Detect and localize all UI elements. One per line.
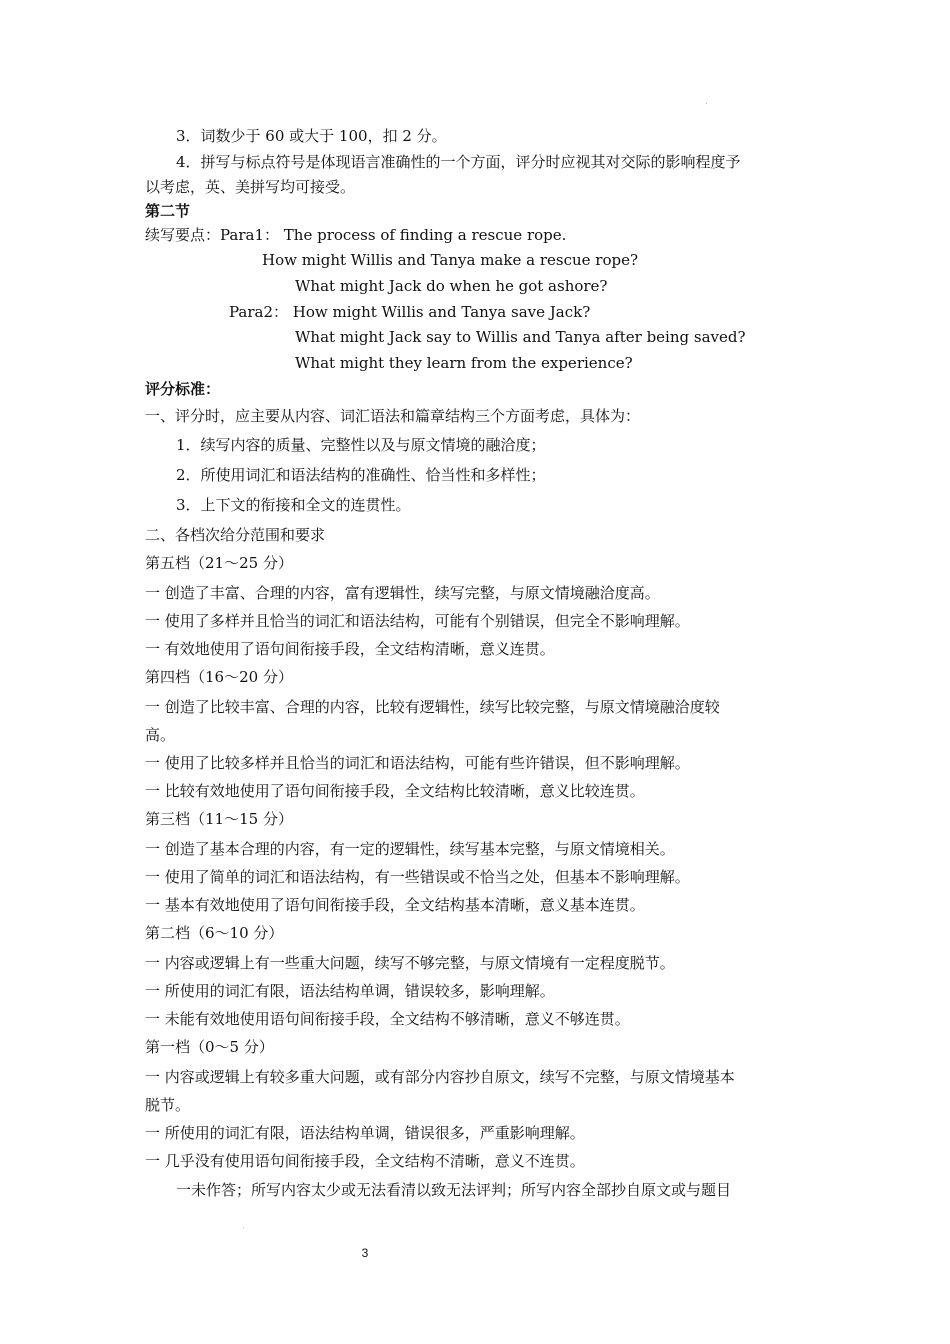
level-2-item-3: 一 未能有效地使用语句间衔接手段，全文结构不够清晰，意义不够连贯。 <box>145 1010 630 1028</box>
writing-question-2: What might Jack do when he got ashore? <box>295 277 608 295</box>
writing-question-4: What might they learn from the experience? <box>295 354 633 372</box>
level-3-item-3: 一 基本有效地使用了语句间衔接手段，全文结构基本清晰，意义基本连贯。 <box>145 896 645 914</box>
level-1-item-1-line2: 脱节。 <box>145 1096 191 1114</box>
level-4-item-1-line1: 一 创造了比较丰富、合理的内容，比较有逻辑性，续写比较完整，与原文情境融洽度较 <box>145 698 720 716</box>
levels-heading: 二、各档次给分范围和要求 <box>145 526 326 544</box>
writing-points-para2: Para2： How might Willis and Tanya save Jack? <box>229 303 591 321</box>
level-4-heading: 第四档（16～20 分） <box>145 668 293 686</box>
rule-4-line2: 以考虑，英、美拼写均可接受。 <box>145 178 356 196</box>
criteria-item-3: 3．上下文的衔接和全文的连贯性。 <box>176 496 411 514</box>
level-1-item-2: 一 所使用的词汇有限，语法结构单调，错误很多，严重影响理解。 <box>145 1124 585 1142</box>
scan-speck <box>706 103 707 104</box>
criteria-item-1: 1．续写内容的质量、完整性以及与原文情境的融洽度； <box>176 436 546 454</box>
level-3-item-2: 一 使用了简单的词汇和语法结构，有一些错误或不恰当之处，但基本不影响理解。 <box>145 868 690 886</box>
level-4-item-3: 一 比较有效地使用了语句间衔接手段，全文结构比较清晰，意义比较连贯。 <box>145 782 645 800</box>
criteria-general: 一、评分时，应主要从内容、词汇语法和篇章结构三个方面考虑，具体为： <box>145 407 641 425</box>
level-4-item-2: 一 使用了比较多样并且恰当的词汇和语法结构，可能有些许错误，但不影响理解。 <box>145 754 690 772</box>
level-1-item-3: 一 几乎没有使用语句间衔接手段，全文结构不清晰，意义不连贯。 <box>145 1152 585 1170</box>
level-0-description: 一未作答；所写内容太少或无法看清以致无法评判；所写内容全部抄自原文或与题目 <box>176 1181 732 1199</box>
writing-points-para1: 续写要点：Para1： The process of finding a rescue rope. <box>145 226 567 244</box>
criteria-item-2: 2．所使用词汇和语法结构的准确性、恰当性和多样性； <box>176 466 546 484</box>
level-5-heading: 第五档（21～25 分） <box>145 554 293 572</box>
rule-4-line1: 4．拼写与标点符号是体现语言准确性的一个方面，评分时应视其对交际的影响程度予 <box>176 153 741 171</box>
level-1-heading: 第一档（0～5 分） <box>145 1038 274 1056</box>
scan-speck <box>243 1227 244 1228</box>
level-2-heading: 第二档（6～10 分） <box>145 924 284 942</box>
level-2-item-2: 一 所使用的词汇有限，语法结构单调，错误较多，影响理解。 <box>145 982 555 1000</box>
level-1-item-1-line1: 一 内容或逻辑上有较多重大问题，或有部分内容抄自原文，续写不完整，与原文情境基本 <box>145 1068 735 1086</box>
level-5-item-2: 一 使用了多样并且恰当的词汇和语法结构，可能有个别错误，但完全不影响理解。 <box>145 612 690 630</box>
level-3-heading: 第三档（11～15 分） <box>145 810 293 828</box>
level-3-item-1: 一 创造了基本合理的内容，有一定的逻辑性，续写基本完整，与原文情境相关。 <box>145 840 675 858</box>
writing-question-1: How might Willis and Tanya make a rescue rope? <box>262 251 638 269</box>
level-5-item-3: 一 有效地使用了语句间衔接手段，全文结构清晰，意义连贯。 <box>145 640 555 658</box>
section-2-heading: 第二节 <box>145 202 191 220</box>
rule-3: 3．词数少于 60 或大于 100，扣 2 分。 <box>176 127 447 145</box>
writing-question-3: What might Jack say to Willis and Tanya after being saved? <box>295 328 746 346</box>
page-number: 3 <box>361 1246 369 1260</box>
criteria-heading: 评分标准： <box>145 380 221 398</box>
level-2-item-1: 一 内容或逻辑上有一些重大问题，续写不够完整，与原文情境有一定程度脱节。 <box>145 954 675 972</box>
level-5-item-1: 一 创造了丰富、合理的内容，富有逻辑性，续写完整，与原文情境融洽度高。 <box>145 584 660 602</box>
level-4-item-1-line2: 高。 <box>145 726 176 744</box>
